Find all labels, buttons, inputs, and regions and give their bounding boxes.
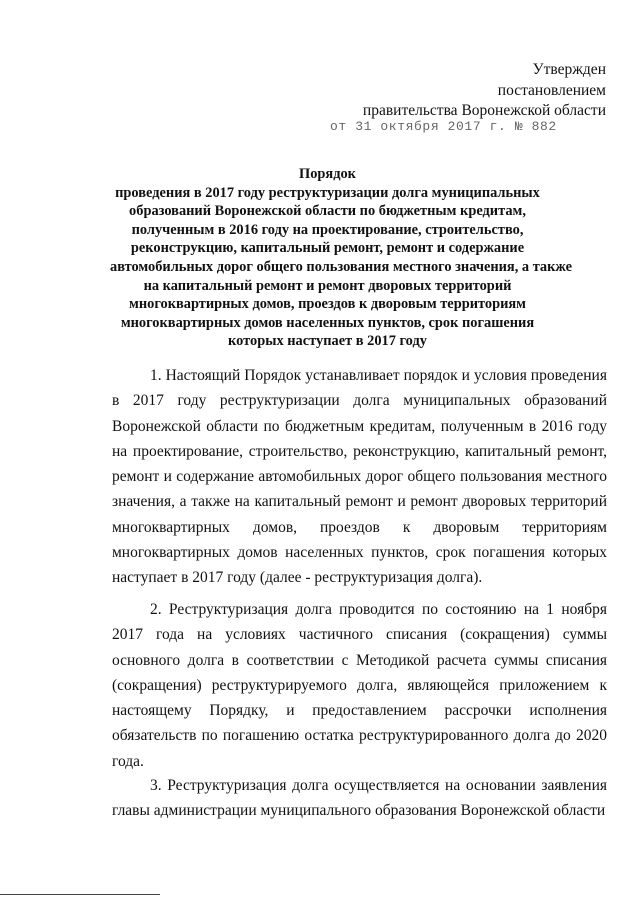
title-line: реконструкцию, капитальный ремонт, ремонт и содержание: [130, 240, 525, 257]
title-line: многоквартирных домов, проездов к дворовым территориям: [129, 296, 526, 313]
document-title: [110, 165, 573, 351]
footer-divider: [0, 894, 160, 895]
title-line: многоквартирных домов населенных пунктов, срок погашения: [120, 314, 535, 331]
title-heading: Порядок: [299, 166, 356, 182]
title-line: проведения в 2017 году реструктуризации долга муниципальных: [115, 184, 540, 201]
title-line: полученным в 2016 году на проектирование, строительство,: [131, 221, 524, 238]
title-line: на капитальный ремонт и ремонт дворовых территорий: [143, 277, 512, 294]
title-line: образований Воронежской области по бюджетным кредитам,: [129, 203, 526, 220]
approval-line-approved: Утвержден: [532, 61, 606, 78]
paragraph-2: 2. Реструктуризация долга проводится по состоянию на 1 ноября 2017 года на условиях частичного списания (сокращения) суммы основного долга в соответствии с Методикой расчета суммы списания (сокращения) реструктурируемого долга, являющейся приложением к настоящему Порядку, и предоставлением рассрочки исполнения обязательств по погашению остатка реструктурированного долга до 2020 года.: [112, 601, 607, 770]
paragraph-3: 3. Реструктуризация долга осуществляется на основании заявления главы администрации муниципального образования Воронежской области: [112, 777, 607, 820]
approval-block: [363, 60, 606, 122]
title-line: автомобильных дорог общего пользования местного значения, а также: [110, 258, 573, 275]
approval-line-government: правительства Воронежской области: [362, 102, 606, 119]
approval-line-resolution: постановлением: [497, 81, 606, 99]
title-line: которых наступает в 2017 году: [228, 333, 427, 350]
approval-date-stamp: от 31 октября 2017 г. № 882: [330, 119, 557, 134]
paragraph-1: 1. Настоящий Порядок устанавливает порядок и условия проведения в 2017 году реструктуризации долга муниципальных образований Воронежской области по бюджетным кредитам, полученным в 2016 году на проектирование, строительство, реконструкцию, капитальный ремонт, ремонт и содержание автомобильных дорог общего пользования местного значения, а также на капитальный ремонт и ремонт дворовых территорий многоквартирных домов, проездов к дворовым территориям многоквартирных домов населенных пунктов, срок погашения которых наступает в 2017 году (далее - реструктуризация долга).: [112, 367, 607, 587]
